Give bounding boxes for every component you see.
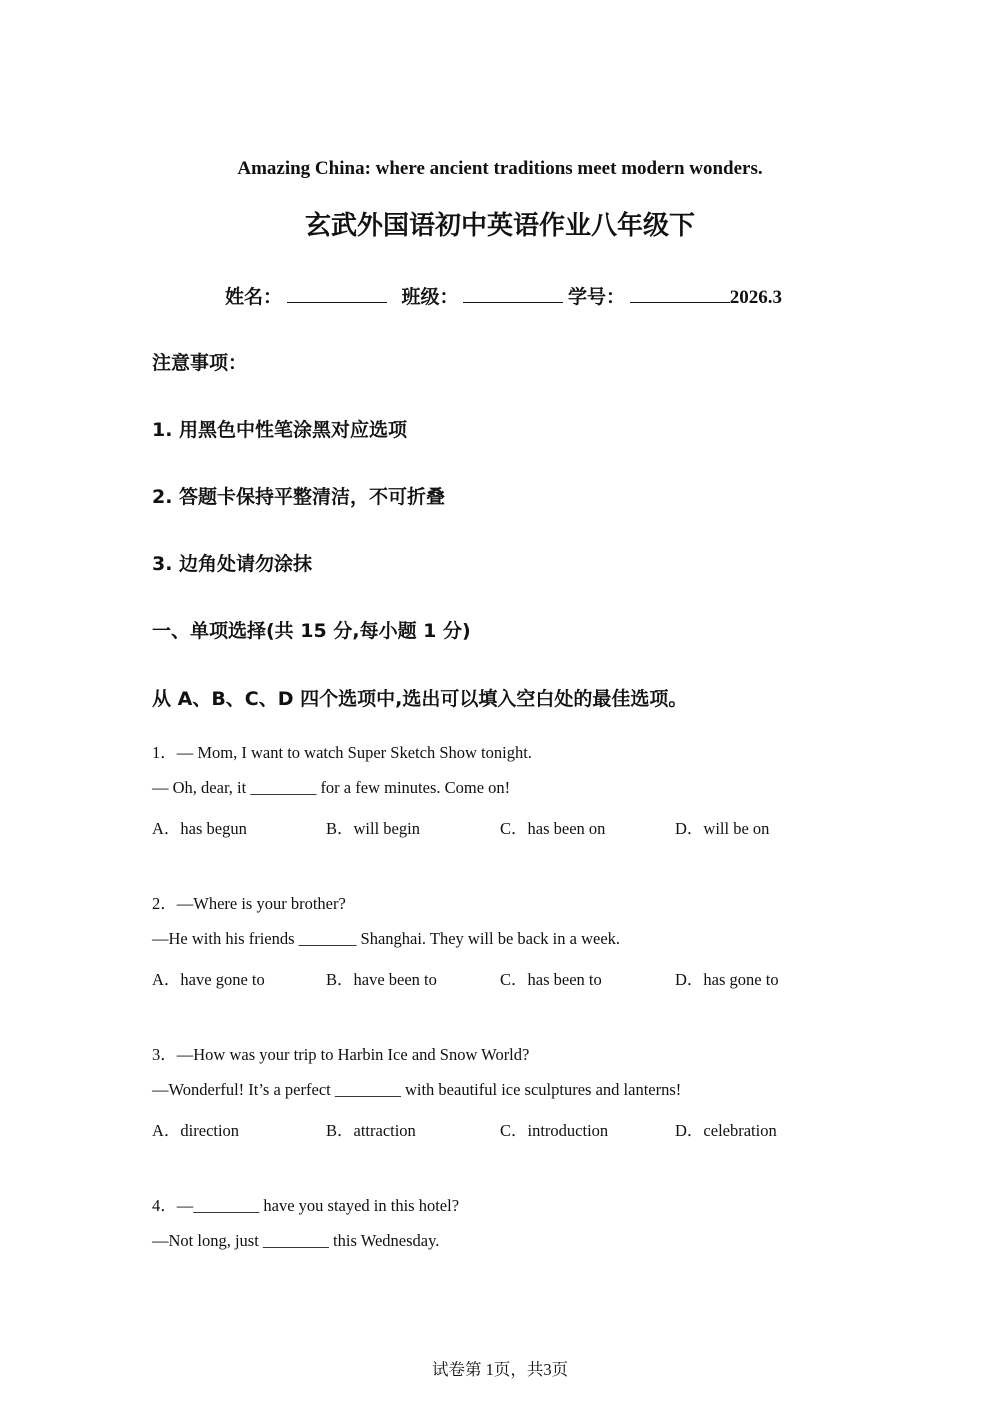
section-instruction: 从 A、B、C、D 四个选项中,选出可以填入空白处的最佳选项。	[152, 688, 688, 710]
motto: Amazing China: where ancient traditions meet modern wonders.	[237, 158, 763, 179]
question-2-prompt: 2．—Where is your brother?	[152, 894, 346, 913]
question-3-prompt: 3．—How was your trip to Harbin Ice and Snow World?	[152, 1045, 530, 1064]
question-1-option-a: A．has begun	[152, 819, 247, 838]
name-blank	[287, 284, 387, 303]
page-title: 玄武外国语初中英语作业八年级下	[304, 211, 695, 241]
question-2-option-b: B．have been to	[326, 970, 437, 989]
class-blank	[463, 284, 563, 303]
question-3-option-b: B．attraction	[326, 1121, 416, 1140]
student-info-line	[225, 282, 782, 309]
question-3-option-c: C．introduction	[500, 1121, 609, 1140]
question-2-option-c: C．has been to	[500, 970, 602, 989]
question-2-response: —He with his friends _______ Shanghai. They will be back in a week.	[152, 929, 621, 948]
question-3-option-d: D．celebration	[675, 1121, 777, 1140]
question-2-option-a: A．have gone to	[152, 970, 265, 989]
question-4-response: —Not long, just ________ this Wednesday.	[152, 1231, 440, 1250]
notes-heading: 注意事项：	[152, 352, 248, 374]
id-blank	[630, 284, 730, 303]
question-1-option-c: C．has been on	[500, 819, 606, 838]
page-footer: 试卷第 1页，共3页	[431, 1360, 569, 1379]
question-1-response: — Oh, dear, it ________ for a few minutes. Come on!	[152, 778, 511, 797]
section-title: 一、单项选择(共 15 分,每小题 1 分)	[152, 620, 471, 642]
note-item: 2. 答题卡保持平整清洁，不可折叠	[152, 486, 446, 508]
question-3-option-a: A．direction	[152, 1121, 240, 1140]
note-item: 3. 边角处请勿涂抹	[152, 553, 313, 575]
question-1-prompt: 1．— Mom, I want to watch Super Sketch Show tonight.	[152, 743, 532, 762]
question-3-response: —Wonderful! It’s a perfect ________ with beautiful ice sculptures and lanterns!	[152, 1080, 682, 1099]
id-label: 学号：	[568, 286, 626, 308]
question-2-option-d: D．has gone to	[675, 970, 779, 989]
class-label: 班级：	[401, 286, 459, 308]
question-4-prompt: 4．—________ have you stayed in this hotel?	[152, 1196, 460, 1215]
question-1-option-d: D．will be on	[675, 819, 770, 838]
question-1-option-b: B．will begin	[326, 819, 420, 838]
note-item: 1. 用黑色中性笔涂黑对应选项	[152, 419, 408, 441]
date: 2026.3	[729, 287, 783, 308]
name-label: 姓名：	[225, 286, 283, 308]
